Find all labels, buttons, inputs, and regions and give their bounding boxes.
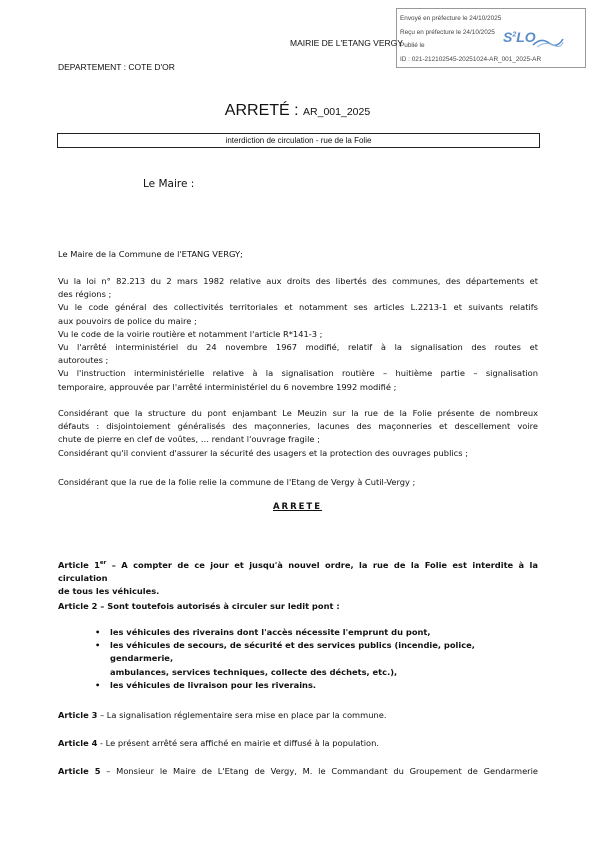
list-item: • les véhicules de livraison pour les riverains. (95, 679, 540, 692)
vu-line: Vu l'instruction interministérielle relative à la signalisation routière – huitième partie – signalisation (58, 368, 538, 379)
article-2-bullets (95, 626, 540, 692)
article-1 (58, 557, 538, 598)
vu-line: autoroutes ; (58, 355, 109, 366)
vus-block (58, 275, 538, 394)
vu-line: Vu l'arrêté interministériel du 24 novembre 1967 modifié, relatif à la signalisation des routes et (58, 342, 538, 353)
considerant-folie: Considérant que la rue de la folie relie la commune de l'Etang de Vergy à Cutil-Vergy ; (58, 477, 416, 487)
considerants-block (58, 407, 538, 460)
departement: DEPARTEMENT : COTE D'OR (58, 62, 175, 72)
s2lo-logo: $S^2LO$ (503, 29, 536, 45)
prefecture-stamp (396, 8, 586, 68)
considerant-line: défauts : disjointoiement généralisés des maçonneries, lacunes des maçonneries et descellement voire (58, 421, 538, 432)
article-1-text: – A compter de ce jour et jusqu'à nouvel ordre, la rue de la Folie est interdite à la circulation (58, 559, 538, 583)
article-2-heading: Article 2 – Sont toutefois autorisés à circuler sur ledit pont : (58, 601, 340, 611)
article-3-label: Article 3 (58, 710, 98, 720)
list-item: • les véhicules de secours, de sécurité et des services publics (incendie, police, gendarmerie, ambulances, services techniques, collecte des déchets, etc.), (95, 640, 475, 677)
article-1-label: Article 1 (58, 559, 100, 570)
considerant-line: Considérant qu'il convient d'assurer la sécurité des usagers et la protection des ouvrages publics ; (58, 447, 468, 458)
bullet-icon: • (95, 640, 101, 651)
article-4 (58, 737, 538, 750)
stamp-received-date: Reçu en préfecture le 24/10/2025 (400, 29, 495, 36)
article-4-label: Article 4 (58, 738, 98, 748)
article-3 (58, 709, 538, 722)
article-5-label: Article 5 (58, 766, 101, 776)
intro-paragraph: Le Maire de la Commune de l'ETANG VERGY; (58, 249, 243, 259)
vu-line: des régions ; (58, 289, 112, 300)
article-5 (58, 765, 538, 778)
article-1-sup: er (99, 560, 107, 566)
article-5-line (58, 765, 538, 778)
bullet-icon: • (95, 627, 101, 637)
arrete-heading: ARRETE (272, 502, 323, 512)
s2lo-swoosh-icon (531, 35, 565, 49)
article-5-text: – Monsieur le Maire de L'Etang de Vergy, M. le Commandant du Groupement de Gendarmerie (100, 766, 538, 776)
le-maire-heading: Le Maire : (143, 178, 195, 190)
mairie-name: MAIRIE DE L'ETANG VERGY (290, 38, 403, 48)
vu-line: temporaire, approuvée par l'arrêté interministériel du 6 novembre 1992 modifié ; (58, 381, 397, 392)
vu-line: Vu la loi n° 82.213 du 2 mars 1982 relative aux droits des libertés des communes, des départements et (58, 276, 538, 286)
subject-box: interdiction de circulation - rue de la Folie (57, 133, 540, 148)
list-item: • les véhicules des riverains dont l'accès nécessite l'emprunt du pont, (95, 626, 540, 639)
stamp-published: Publié le (400, 42, 425, 49)
considerant-line: chute de pierre en clef de voûtes, … rendant l'ouvrage fragile ; (58, 434, 320, 445)
vu-line: Vu le code général des collectivités territoriales et notamment ses articles L.2213-1 et suivants relatifs (58, 302, 538, 313)
arrete-title (0, 102, 595, 120)
article-1-text-cont: de tous les véhicules. (58, 586, 160, 597)
vu-line: aux pouvoirs de police du maire ; (58, 315, 197, 326)
arrete-title-word: ARRETÉ : (224, 102, 299, 119)
bullet-icon: • (95, 679, 101, 690)
stamp-id: ID : 021-212102545-20251024-AR_001_2025-AR (400, 56, 542, 63)
article-1-line (58, 557, 538, 585)
considerant-line: Considérant que la structure du pont enjambant Le Meuzin sur la rue de la Folie présente de nombreux (58, 408, 538, 418)
arrete-number: AR_001_2025 (303, 106, 371, 118)
stamp-sent-date: Envoyé en préfecture le 24/10/2025 (400, 15, 502, 22)
article-4-text: - Le présent arrêté sera affiché en mairie et diffusé à la population. (97, 738, 380, 748)
article-3-text: – La signalisation réglementaire sera mise en place par la commune. (97, 710, 387, 720)
vu-line: Vu le code de la voirie routière et notamment l'article R*141-3 ; (58, 328, 323, 339)
